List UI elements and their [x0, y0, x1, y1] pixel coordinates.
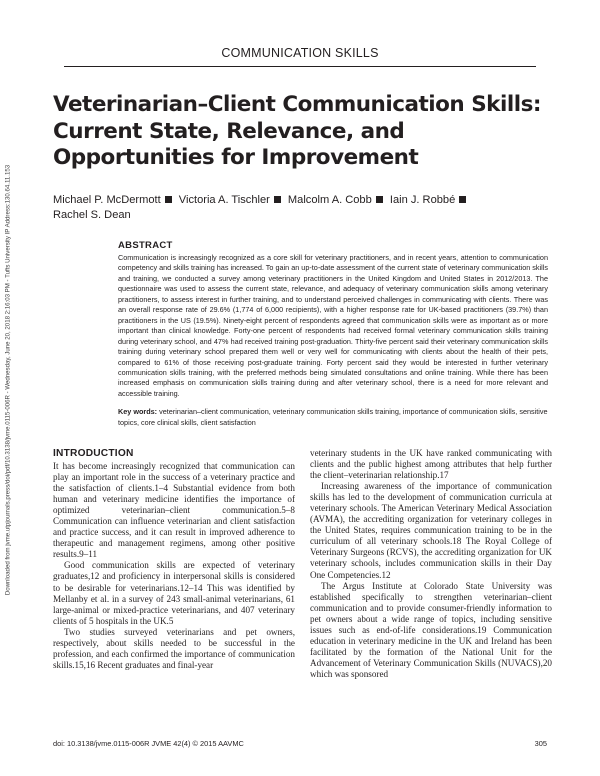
author: Rachel S. Dean	[53, 209, 131, 221]
abstract	[118, 240, 548, 428]
separator-square-icon	[274, 196, 281, 203]
abstract-text: Communication is increasingly recognized as a core skill for veterinary practitioners, and in recent years, attention to communication competency and skills training has increased. To gain an up-to-date assessment of the current state of veterinary communication skills and training, we conducted a survey among veterinary practitioners in the United Kingdom and United States in 2012/2013. The questionnaire was used to assess the current state, relevance, and adequacy of veterinary communication skills among veterinary practitioners, to assess interest in further training, and to understand perceived challenges in communicating with clients. There was an overall response rate of 29.6% (1,774 of 6,000 recipients), with a higher response rate for UK-based practitioners (39.7%) than practitioners in the US (19.5%). Ninety-eight percent of respondents agreed that communication skills were as important as or more important than clinical knowledge. Forty-one percent of respondents had received formal veterinary communication skills training during veterinary school, and 47% had received training post-graduation. Thirty-five percent said their veterinary communication skills training during veterinary school prepared them well or very well for communicating with clients about the health of their pets, compared to 61% of those receiving post-graduate training. Forty percent said they would be interested in further veterinary communication skills training, with the preferred methods being simulated consultations and online training. While there has been increased emphasis on communication skills training during and after veterinary school, there is a need for more relevant and accessible training.	[118, 253, 548, 398]
paragraph: The Argus Institute at Colorado State University was established specifically to strengthen veterinarian–client communication and to provide consumer-friendly information to pet owners about a wide range of topics, including sensitive issues such as end-of-life considerations.19 Communication education in veterinary medicine in the UK and Ireland has been facilitated by the formation of the National Unit for the Advancement of Veterinary Communication Skills (NUVACS),20 which was sponsored	[310, 580, 552, 679]
header-rule	[64, 66, 536, 67]
abstract-heading: ABSTRACT	[118, 240, 173, 251]
section-label: COMMUNICATION SKILLS	[221, 46, 379, 60]
paragraph: Good communication skills are expected of veterinary graduates,12 and proficiency in interpersonal skills is considered to be desirable for veterinarians.12–14 This was identified by Mellanby et al. in a survey of 243 small-animal veterinarians, 61 large-animal or mixed-practice veterinarians, and 407 veterinary clients of 5 hospitals in the UK.5	[53, 560, 295, 626]
author: Michael P. McDermott	[53, 194, 161, 206]
introduction-heading: INTRODUCTION	[53, 448, 134, 459]
keywords	[118, 407, 548, 428]
paragraph: veterinary students in the UK have ranked communicating with clients and the public highest among attributes that help further the client–veterinarian relationship.17	[310, 448, 552, 481]
separator-square-icon	[165, 196, 172, 203]
keywords-label: Key words:	[118, 407, 158, 417]
footer-citation: doi: 10.3138/jvme.0115-006R JVME 42(4) © 2015 AAVMC	[53, 739, 244, 748]
page-footer	[53, 739, 547, 748]
author: Malcolm A. Cobb	[287, 194, 372, 206]
separator-square-icon	[376, 196, 383, 203]
paragraph: Increasing awareness of the importance of communication skills has led to the development of communication curricula at veterinary schools. The American Veterinary Medical Association (AVMA), the accrediting organization for veterinary colleges in the United States, requires communication training to be in the curriculum of all veterinary schools.18 The Royal College of Veterinary Surgeons (RCVS), the accrediting organization for UK veterinary schools, includes communication skills in their Day One Competencies.12	[310, 481, 552, 580]
left-column	[53, 461, 295, 671]
article-title: Veterinarian–Client Communication Skills: Current State, Relevance, and Opportunities for Improvement	[53, 92, 541, 170]
download-info-text: Downloaded from jvme.utpjournals.press/doi/pdf/10.3138/jvme.0115-006R - Wednesday, June 20, 2018 2:16:03 PM - Tufts University IP Address:130.64.11.153	[4, 164, 12, 596]
author: Victoria A. Tischler	[178, 194, 270, 206]
paragraph: It has become increasingly recognized that communication can play an important role in the success of a veterinary practice and the satisfaction of clients.1–4 Substantial evidence from both human and veterinary medicine identifies the importance of optimized veterinarian–client communication.5–8 Communication can influence veterinarian and client satisfaction and practice success, and it can result in improved adherence to therapeutic and management regimens, among other positive results.9–11	[53, 461, 295, 560]
author: Iain J. Robbé	[389, 194, 456, 206]
paragraph: Two studies surveyed veterinarians and pet owners, respectively, about skills needed to be successful in the profession, and each confirmed the importance of communication skills.15,16 Recent graduates and final-year	[53, 626, 295, 670]
separator-square-icon	[459, 196, 466, 203]
page-number: 305	[534, 739, 547, 748]
right-column	[310, 448, 552, 680]
keywords-text: veterinarian–client communication, veterinary communication skills training, importance of communication skills, sensitive topics, core clinical skills, client satisfaction	[118, 407, 548, 427]
author-list	[53, 193, 553, 223]
